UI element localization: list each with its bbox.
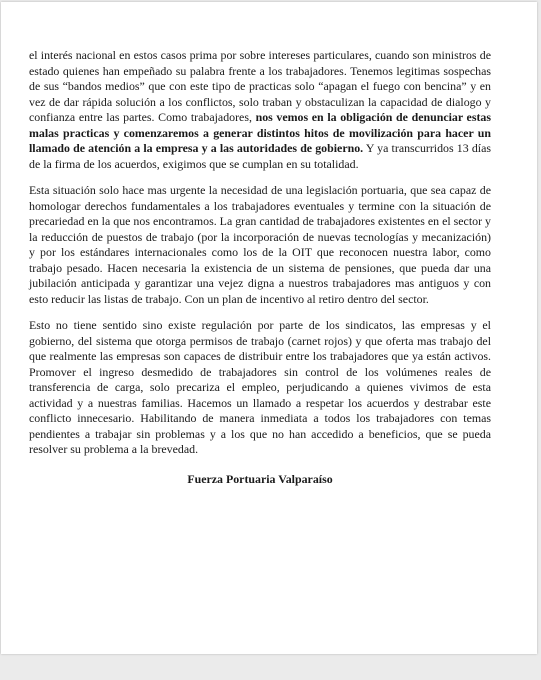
paragraph-3: Esto no tiene sentido sino existe regulación por parte de los sindicatos, las empresas y el gobierno, del sistema que otorga permisos de trabajo (carnet rojos) y que oferta mas trabajo del que realmente las empresas son capaces de distribuir entre los trabajadores que ya están activos. Promover el ingreso desmedido de trabajadores sin control de los volúmenes reales de transferencia de carga, solo precariza el empleo, perjudicando a quienes vivimos de esta actividad y a nuestras familias. Hacemos un llamado a respetar los acuerdos y destrabar este conflicto innecesario. Habilitando de manera inmediata a todos los trabajadores con temas pendientes a trabajar sin problemas y a los que no han accedido a beneficios, que se pueda resolver su problema a la brevedad.	[29, 318, 491, 456]
paragraph-1-bold-statement: nos vemos en la obligación de denunciar estas malas practicas y comenzaremos a generar distintos hitos de movilización para hacer un llamado de atención a la empresa y a las autoridades de gobierno.	[29, 110, 491, 155]
paragraph-1	[29, 48, 491, 172]
signature: Fuerza Portuaria Valparaíso	[187, 471, 333, 486]
paragraph-1-text-b: Y ya transcurridos 13 días de la firma de los acuerdos, exigimos que se cumplan en su totalidad.	[29, 141, 491, 171]
paragraph-1-text-a: el interés nacional en estos casos prima por sobre intereses particulares, cuando son ministros de estado quienes han empeñado su palabra frente a los trabajadores. Tenemos legitimas sospechas de sus “bandos medios” que con este tipo de practicas solo “apagan el fuego con bencina” y en vez de dar rápida solución a los conflictos, solo traban y obstaculizan la capacidad de dialogo y confianza entre las partes. Como trabajadores,	[29, 48, 491, 124]
document-page	[1, 2, 537, 654]
paragraph-2: Esta situación solo hace mas urgente la necesidad de una legislación portuaria, que sea capaz de homologar derechos fundamentales a los trabajadores eventuales y termine con la situación de precariedad en la que nos encontramos. La gran cantidad de trabajadores existentes en el sector y la reducción de puestos de trabajo (por la incorporación de nuevas tecnologías y mecanización) y por los estándares internacionales como los de la OIT que reconocen nuestra labor, como trabajo pesado. Hacen necesaria la existencia de un sistema de pensiones, que pueda dar una jubilación anticipada y garantizar una vejez digna a nuestros trabajadores mas antiguos y con esto reducir las listas de trabajo. Con un plan de incentivo al retiro dentro del sector.	[29, 183, 491, 306]
document-body	[29, 48, 491, 487]
